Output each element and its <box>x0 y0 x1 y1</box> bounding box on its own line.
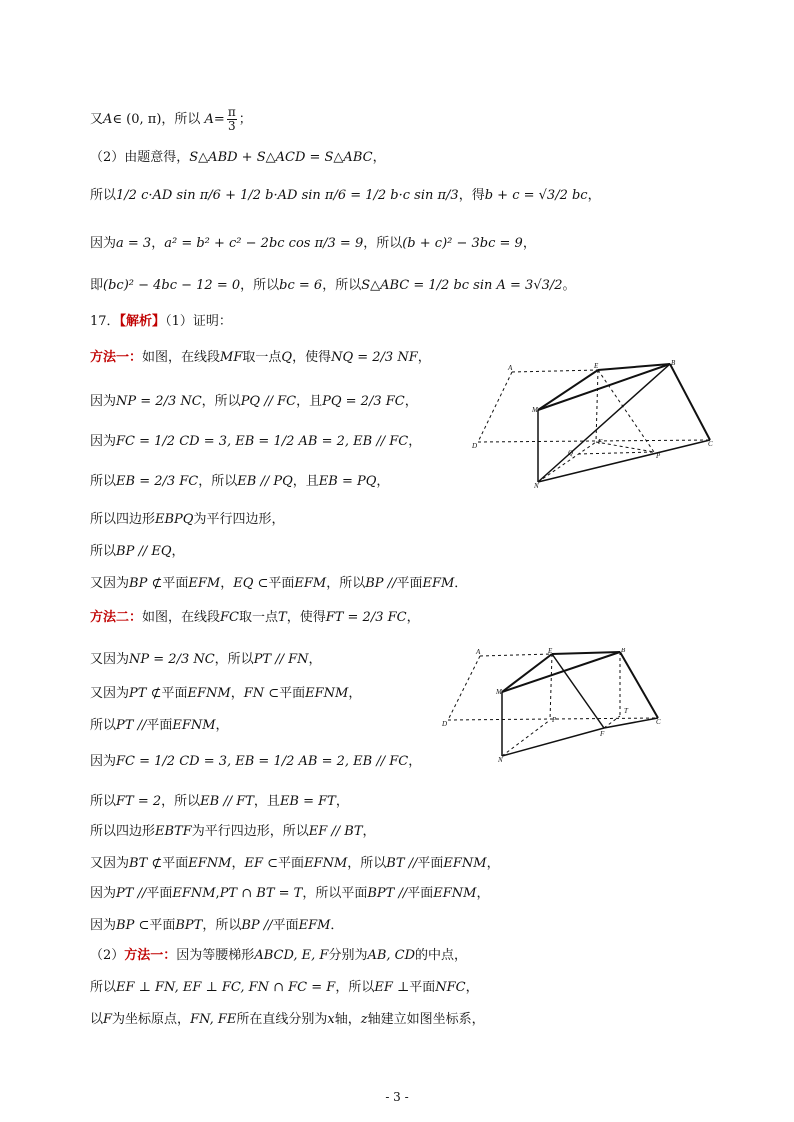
fig2-label: N <box>498 756 503 763</box>
line-10: 所以EB = 2/3 FC，所以EB // PQ，且EB = PQ， <box>90 474 390 489</box>
line-18: 因为FC = 1/2 CD = 3, EB = 1/2 AB = 2, EB // FC， <box>90 754 422 769</box>
line-23: 因为BP ⊂平面BPT，所以BP //平面EFM． <box>90 918 344 933</box>
fig2-edge <box>604 718 658 728</box>
figure-2-diagram <box>440 648 675 763</box>
line-20: 所以四边形EBTF为平行四边形，所以EF // BT， <box>90 824 376 839</box>
fig1-label: M <box>532 406 538 414</box>
fig2-edge <box>502 654 552 692</box>
fig2-label: M <box>496 688 502 696</box>
line-14: 方法二：如图，在线段FC取一点T，使得FT = 2/3 FC， <box>90 610 420 625</box>
fig2-edge <box>448 656 480 720</box>
fig1-label: B <box>671 360 676 367</box>
line-9: 因为FC = 1/2 CD = 3, EB = 1/2 AB = 2, EB // FC， <box>90 434 422 449</box>
page-number: - 3 - <box>385 1090 409 1104</box>
fig2-edge <box>552 652 620 654</box>
fig1-label: A <box>508 364 513 372</box>
fig2-edge <box>502 728 604 756</box>
line-16: 又因为PT ⊄平面EFNM，FN ⊂平面EFNM， <box>90 686 362 701</box>
fig1-edge <box>478 372 512 442</box>
fig2-edge <box>480 654 552 656</box>
fig1-label: C <box>708 440 713 448</box>
line-5: 即(bc)² − 4bc − 12 = 0，所以bc = 6，所以S△ABC = 1/2 bc sin A = 3√3/2。 <box>90 278 576 293</box>
line-8: 因为NP = 2/3 NC，所以PQ // FC，且PQ = 2/3 FC， <box>90 394 418 409</box>
fraction: $\frac{\pi}{3}$ <box>227 105 236 133</box>
fig2-label: P <box>552 716 557 724</box>
fig2-edge <box>502 652 620 692</box>
fig1-edge <box>578 452 654 454</box>
figure-1-diagram <box>470 360 720 490</box>
line-1: 又A∈ (0, π)，所以 A= $\frac{\pi}{3}$ ； <box>90 105 252 133</box>
line-13: 又因为BP ⊄平面EFM，EQ ⊂平面EFM，所以BP //平面EFM． <box>90 576 468 591</box>
fig1-edge <box>538 370 598 410</box>
line-17: 所以PT //平面EFNM， <box>90 718 229 733</box>
fig2-label: T <box>624 707 628 715</box>
line-24: （2）方法一：因为等腰梯形ABCD, E, F分别为AB, CD的中点， <box>90 948 468 963</box>
line-7: 方法一：如图，在线段MF取一点Q，使得NQ = 2/3 NF， <box>90 350 431 365</box>
fig2-label: D <box>442 720 448 728</box>
fig2-label: E <box>548 648 553 655</box>
fig1-edge <box>478 440 710 442</box>
fig2-label: F <box>600 730 605 738</box>
line-15: 又因为NP = 2/3 NC，所以PT // FN， <box>90 652 322 667</box>
fig1-edge <box>538 364 670 482</box>
line-19: 所以FT = 2，所以EB // FT，且EB = FT， <box>90 794 349 809</box>
line-6: 17．【解析】（1）证明： <box>90 314 232 329</box>
fig2-edge <box>552 654 604 728</box>
fig1-label: F <box>598 438 603 446</box>
fig1-label: P <box>656 452 661 460</box>
fig2-edge <box>502 720 550 756</box>
fig1-label: E <box>594 362 599 370</box>
fig1-edge <box>538 440 710 482</box>
fig2-label: C <box>656 718 661 726</box>
line-26: 以F为坐标原点，FN, FE所在直线分别为x轴，z轴建立如图坐标系， <box>90 1012 485 1027</box>
fig1-edge <box>538 442 596 482</box>
line-25: 所以EF ⊥ FN, EF ⊥ FC, FN ∩ FC = F，所以EF ⊥平面NFC， <box>90 980 479 995</box>
fig1-label: N <box>534 482 539 490</box>
line-4: 因为a = 3，a² = b² + c² − 2bc cos π/3 = 9，所以(b + c)² − 3bc = 9， <box>90 236 536 251</box>
fig1-edge <box>512 370 598 372</box>
line-22: 因为PT //平面EFNM,PT ∩ BT = T，所以平面BPT //平面EFNM， <box>90 886 490 901</box>
fig1-edge <box>538 364 670 410</box>
fig2-label: B <box>621 648 626 654</box>
line-2: （2）由题意得，S△ABD + S△ACD = S△ABC， <box>90 150 386 165</box>
fig1-edge <box>598 370 654 452</box>
fig2-label: A <box>476 648 481 656</box>
fig1-label: D <box>472 442 478 450</box>
fig1-edge <box>596 442 654 452</box>
line-11: 所以四边形EBPQ为平行四边形， <box>90 512 285 527</box>
line-12: 所以BP // EQ， <box>90 544 185 559</box>
line-3: 所以1/2 c·AD sin π/6 + 1/2 b·AD sin π/6 = 1/2 b·c sin π/3，得b + c = √3/2 bc， <box>90 188 601 203</box>
fig2-edge <box>550 654 552 720</box>
fig1-edge <box>670 364 710 440</box>
fig1-label: Q <box>568 449 574 457</box>
fig1-edge <box>596 370 598 442</box>
line-21: 又因为BT ⊄平面EFNM，EF ⊂平面EFNM，所以BT //平面EFNM， <box>90 856 500 871</box>
